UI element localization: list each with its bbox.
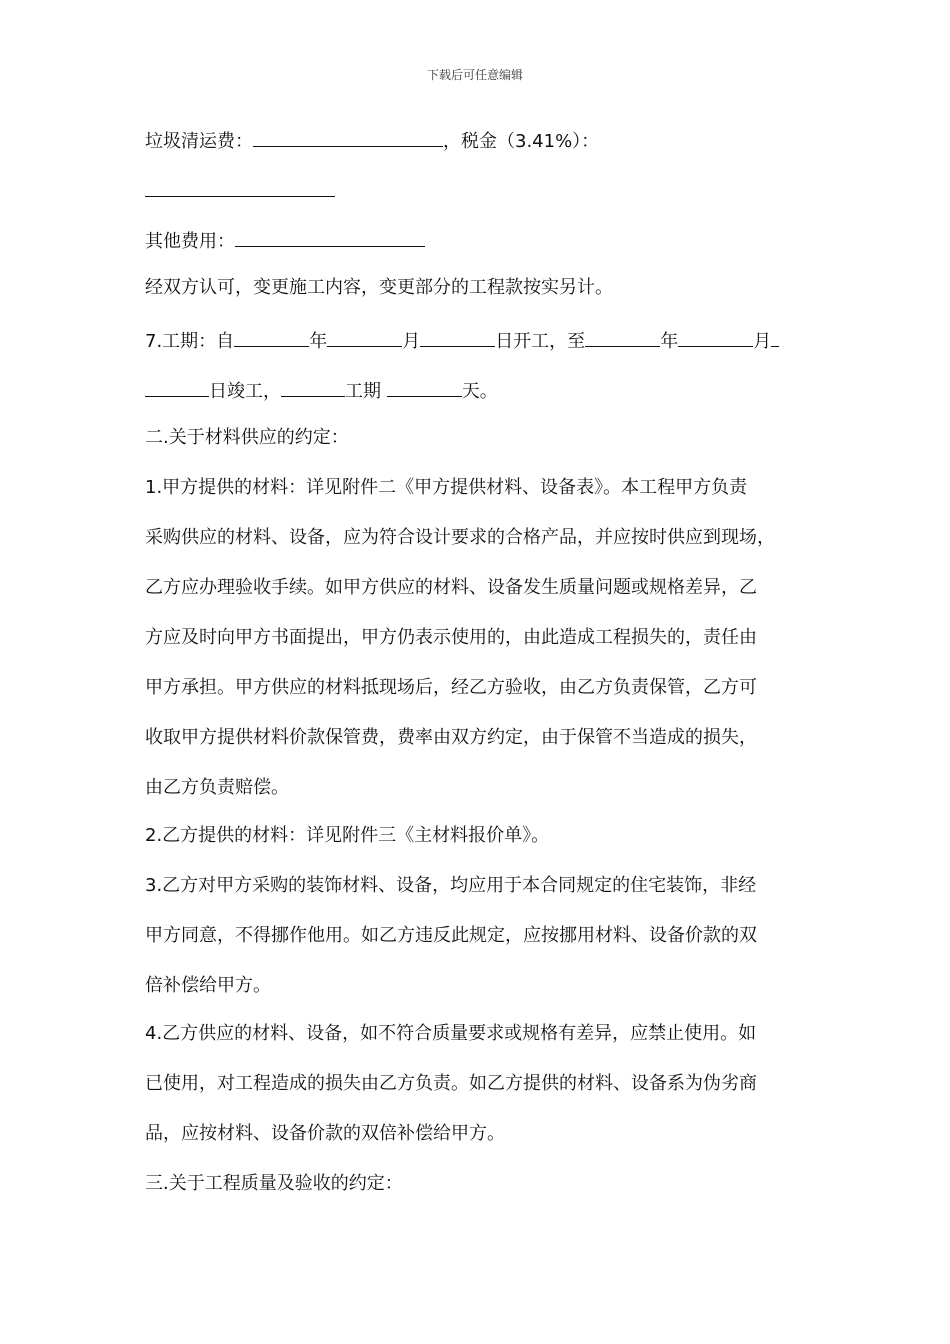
p1-line: 乙方应办理验收手续。如甲方供应的材料、设备发生质量问题或规格差异，乙 <box>145 577 757 598</box>
p4-line: 4.乙方供应的材料、设备，如不符合质量要求或规格有差异，应禁止使用。如 <box>145 1023 757 1044</box>
section-3-title: 三.关于工程质量及验收的约定： <box>145 1173 403 1194</box>
tax-fee-line <box>145 176 810 204</box>
year-label: 年 <box>309 331 328 352</box>
p1-line: 采购供应的材料、设备，应为符合设计要求的合格产品，并应按时供应到现场， <box>145 527 775 548</box>
day-end-label: 日竣工， <box>209 381 281 402</box>
tax-label: ，税金（3.41%）： <box>443 131 600 152</box>
page-header-note: 下载后可任意编辑 <box>426 68 523 82</box>
other-fee-blank <box>235 226 425 247</box>
p2-line: 2.乙方提供的材料：详见附件三《主材料报价单》。 <box>145 825 550 846</box>
other-fee-line <box>145 226 810 254</box>
garbage-fee-label: 垃圾清运费： <box>145 131 253 152</box>
start-day-blank <box>420 326 495 347</box>
end-year-blank <box>585 326 660 347</box>
p3-line: 3.乙方对甲方采购的装饰材料、设备，均应用于本合同规定的住宅装饰，非经 <box>145 875 757 896</box>
end-day-blank-start <box>771 326 779 347</box>
end-day-blank <box>145 376 209 397</box>
days-label: 天。 <box>461 381 498 402</box>
month-label: 月 <box>753 331 772 352</box>
day-start-label: 日开工，至 <box>495 331 586 352</box>
start-month-blank <box>327 326 402 347</box>
period-line-1 <box>145 326 810 354</box>
p1-line: 方应及时向甲方书面提出，甲方仍表示使用的，由此造成工程损失的，责任由 <box>145 627 757 648</box>
period-line-2 <box>145 376 810 404</box>
term-blank <box>281 376 345 397</box>
p4-line: 已使用，对工程造成的损失由乙方负责。如乙方提供的材料、设备系为伪劣商 <box>145 1073 757 1094</box>
tax-fee-blank <box>145 176 335 197</box>
garbage-fee-line <box>145 126 810 154</box>
p3-line: 倍补偿给甲方。 <box>145 975 271 996</box>
days-blank <box>387 376 462 397</box>
p1-line: 甲方承担。甲方供应的材料抵现场后，经乙方验收，由乙方负责保管，乙方可 <box>145 677 757 698</box>
month-label: 月 <box>402 331 421 352</box>
start-year-blank <box>234 326 309 347</box>
p3-line: 甲方同意，不得挪作他用。如乙方违反此规定，应按挪用材料、设备价款的双 <box>145 925 757 946</box>
period-prefix: 7.工期：自 <box>145 331 235 352</box>
p4-line: 品，应按材料、设备价款的双倍补偿给甲方。 <box>145 1123 505 1144</box>
p1-line: 1.甲方提供的材料：详见附件二《甲方提供材料、设备表》。本工程甲方负责 <box>145 477 748 498</box>
end-month-blank <box>678 326 753 347</box>
year-label: 年 <box>660 331 679 352</box>
garbage-fee-blank <box>253 126 443 147</box>
term-label: 工期 <box>345 381 381 402</box>
change-note: 经双方认可，变更施工内容，变更部分的工程款按实另计。 <box>145 277 613 298</box>
section-2-title: 二.关于材料供应的约定： <box>145 427 349 448</box>
p1-line: 收取甲方提供材料价款保管费，费率由双方约定，由于保管不当造成的损失， <box>145 727 757 748</box>
p1-line: 由乙方负责赔偿。 <box>145 777 289 798</box>
other-fee-label: 其他费用： <box>145 231 235 252</box>
